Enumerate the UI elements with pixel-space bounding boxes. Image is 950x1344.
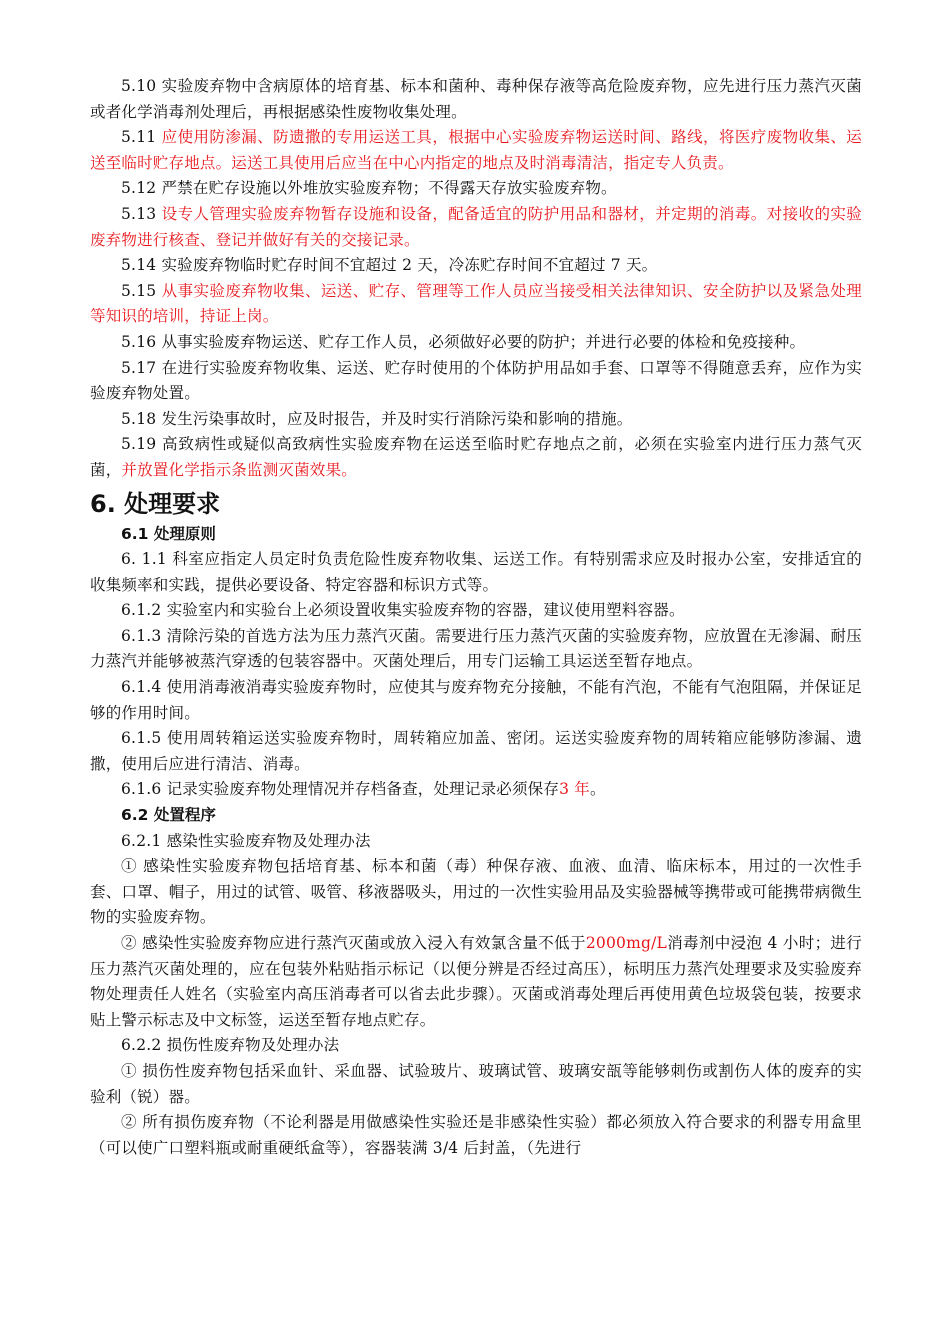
clause-6-2-1-item-2-text: ② 感染性实验废弃物应进行蒸汽灭菌或放入浸入有效氯含量不低于 bbox=[121, 934, 586, 952]
section-6-1-heading: 6.1 处理原则 bbox=[121, 524, 216, 543]
clause-5-12 bbox=[90, 176, 862, 202]
clause-5-14 bbox=[90, 253, 862, 279]
clause-6-1-2 bbox=[90, 598, 862, 624]
clause-5-19-highlight: 并放置化学指示条监测灭菌效果。 bbox=[121, 460, 357, 479]
clause-6-1-3-text: 6.1.3 清除污染的首选方法为压力蒸汽灭菌。需要进行压力蒸汽灭菌的实验废弃物，应放置在无渗漏、耐压力蒸汽并能够被蒸汽穿透的包装容器中。灭菌处理后，用专门运输工具运送至暂存地点。 bbox=[90, 626, 862, 671]
clause-6-2-1-item-2-rest: 消毒剂中浸泡 4 小时；进行压力蒸汽灭菌处理的，应在包装外粘贴指示标记（以便分辨是否经过高压），标明压力蒸汽处理要求及实验废弃物处理责任人姓名（实验室内高压消毒者可以省去此步骤）。灭菌或消毒处理后再使用黄色垃圾袋包装，按要求贴上警示标志及中文标签，运送至暂存地点贮存。 bbox=[90, 934, 862, 1029]
clause-6-1-6-highlight: 3 年 bbox=[559, 780, 590, 799]
clause-6-2-1-text: 6.2.1 感染性实验废弃物及处理办法 bbox=[121, 831, 371, 850]
clause-5-10-text: 5.10 实验废弃物中含病原体的培育基、标本和菌种、毒种保存液等高危险废弃物，应先进行压力蒸汽灭菌或者化学消毒剂处理后，再根据感染性废物收集处理。 bbox=[90, 77, 862, 121]
clause-5-18-text: 5.18 发生污染事故时，应及时报告，并及时实行消除污染和影响的措施。 bbox=[121, 409, 633, 428]
clause-5-19 bbox=[90, 432, 862, 483]
clause-6-2-2-item-1 bbox=[90, 1059, 862, 1110]
clause-6-1-6-end: 。 bbox=[589, 780, 606, 799]
clause-5-13-number: 5.13 bbox=[121, 204, 162, 223]
clause-5-11-highlight: 应使用防渗漏、防遗撒的专用运送工具，根据中心实验废弃物运送时间、路线，将医疗废物收集、运送至临时贮存地点。运送工具使用后应当在中心内指定的地点及时消毒清洁，指定专人负责。 bbox=[90, 128, 862, 172]
clause-6-1-1-text: 6. 1.1 科室应指定人员定时负责危险性废弃物收集、运送工作。有特别需求应及时报办公室，安排适宜的收集频率和实践，提供必要设备、特定容器和标识方式等。 bbox=[90, 550, 862, 594]
clause-6-1-4 bbox=[90, 675, 862, 726]
clause-5-15-highlight: 从事实验废弃物收集、运送、贮存、管理等工作人员应当接受相关法律知识、安全防护以及紧急处理等知识的培训，持证上岗。 bbox=[90, 281, 862, 326]
clause-6-1-1 bbox=[90, 547, 862, 598]
clause-6-2-1-item-2 bbox=[90, 931, 862, 1033]
clause-5-12-text: 5.12 严禁在贮存设施以外堆放实验废弃物；不得露天存放实验废弃物。 bbox=[121, 179, 617, 198]
clause-6-2-2 bbox=[90, 1033, 862, 1059]
clause-5-17 bbox=[90, 356, 862, 407]
clause-5-11-number: 5.11 bbox=[121, 128, 162, 147]
clause-5-11 bbox=[90, 125, 862, 176]
clause-6-2-1-item-2-highlight: 2000mg/L bbox=[585, 934, 668, 952]
clause-6-1-6-text: 6.1.6 记录实验废弃物处理情况并存档备查，处理记录必须保存 bbox=[121, 780, 560, 799]
clause-5-14-text: 5.14 实验废弃物临时贮存时间不宜超过 2 天，冷冻贮存时间不宜超过 7 天。 bbox=[121, 256, 658, 275]
clause-6-2-1-item-1 bbox=[90, 854, 862, 931]
clause-6-1-2-text: 6.1.2 实验室内和实验台上必须设置收集实验废弃物的容器，建议使用塑料容器。 bbox=[121, 601, 685, 620]
clause-5-15-number: 5.15 bbox=[121, 281, 162, 300]
clause-6-2-1-item-1-text: ① 感染性实验废弃物包括培育基、标本和菌（毒）种保存液、血液、血清、临床标本，用过的一次性手套、口罩、帽子，用过的试管、吸管、移液器吸头，用过的一次性实验用品及实验器械等携带或可能携带病微生物的实验废弃物。 bbox=[90, 857, 862, 927]
clause-5-13-highlight: 设专人管理实验废弃物暂存设施和设备，配备适宜的防护用品和器材，并定期的消毒。对接收的实验废弃物进行核查、登记并做好有关的交接记录。 bbox=[90, 204, 862, 249]
clause-6-2-1 bbox=[90, 829, 862, 855]
document-page bbox=[90, 74, 862, 1161]
clause-6-1-5 bbox=[90, 726, 862, 777]
clause-6-1-6 bbox=[90, 777, 862, 803]
clause-5-17-text: 5.17 在进行实验废弃物收集、运送、贮存时使用的个体防护用品如手套、口罩等不得随意丢弃，应作为实验废弃物处置。 bbox=[90, 358, 862, 403]
clause-6-2-2-text: 6.2.2 损伤性废弃物及处理办法 bbox=[121, 1036, 340, 1055]
clause-5-15 bbox=[90, 279, 862, 330]
clause-6-1-3 bbox=[90, 624, 862, 675]
clause-5-16 bbox=[90, 330, 862, 356]
clause-6-1-5-text: 6.1.5 使用周转箱运送实验废弃物时，周转箱应加盖、密闭。运送实验废弃物的周转箱应能够防渗漏、遗撒，使用后应进行清洁、消毒。 bbox=[90, 729, 862, 773]
clause-6-2-2-item-1-text: ① 损伤性废弃物包括采血针、采血器、试验玻片、玻璃试管、玻璃安瓿等能够刺伤或割伤人体的废弃的实验利（锐）器。 bbox=[90, 1061, 862, 1106]
clause-5-18 bbox=[90, 407, 862, 433]
section-6-heading: 6. 处理要求 bbox=[90, 489, 221, 518]
clause-5-10 bbox=[90, 74, 862, 125]
clause-6-1-4-text: 6.1.4 使用消毒液消毒实验废弃物时，应使其与废弃物充分接触，不能有汽泡，不能有气泡阻隔，并保证足够的作用时间。 bbox=[90, 678, 862, 722]
clause-6-2-2-item-2 bbox=[90, 1110, 862, 1161]
clause-5-13 bbox=[90, 202, 862, 253]
clause-5-16-text: 5.16 从事实验废弃物运送、贮存工作人员，必须做好必要的防护；并进行必要的体检和免疫接种。 bbox=[121, 332, 806, 351]
clause-6-2-2-item-2-text: ② 所有损伤废弃物（不论利器是用做感染性实验还是非感染性实验）都必须放入符合要求的利器专用盒里（可以使广口塑料瓶或耐重硬纸盒等），容器装满 3/4 后封盖，（先进行 bbox=[90, 1113, 862, 1157]
clause-5-19-text: 5.19 高致病性或疑似高致病性实验废弃物在运送至临时贮存地点之前，必须在实验室内进行压力蒸气灭菌， bbox=[90, 435, 862, 479]
section-6-2-heading: 6.2 处置程序 bbox=[121, 806, 216, 825]
